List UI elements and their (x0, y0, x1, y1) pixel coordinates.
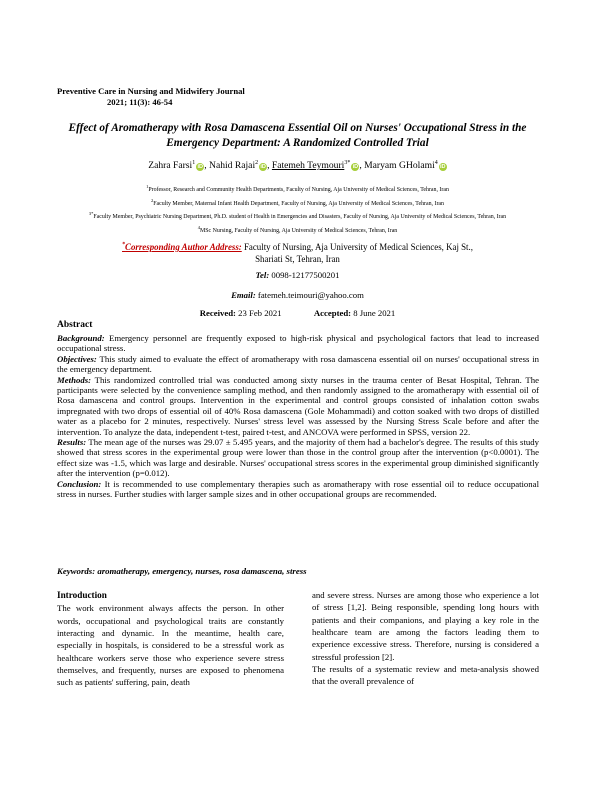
author-name: Nahid Rajai (209, 160, 256, 171)
author-sup: 2 (255, 160, 259, 166)
dates (80, 308, 515, 318)
intro-paragraph: The results of a systematic review and meta-analysis showed that the overall prevalence of (312, 664, 539, 687)
email-label: Email: (231, 290, 256, 300)
affiliation: $^1$Professor, Research and Community Health Departments, Faculty of Nursing, Aja University of Medical Sciences, Tehran, Iran (146, 184, 449, 193)
abstract-conclusion: Conclusion: It is recommended to use complementary therapies such as aromatherapy with rose essential oil to reduce occupational stress in nurses. Further studies with larger sample sizes and in other occupational groups are recommended. (57, 478, 540, 500)
keywords-text: aromatherapy, emergency, nurses, rosa damascena, stress (97, 566, 307, 576)
tel-label: Tel: (255, 270, 270, 280)
corresponding-label: *Corresponding Author Address: (122, 241, 242, 252)
received-label: Received: (199, 308, 236, 318)
intro-paragraph: The work environment always affects the person. In other words, occupational and psychological traits are constantly interacting and dynamic. In the meantime, health care, especially in hospitals, is considered to be a stressful work as healthcare workers serve those who experience severe stress themselves, and frequently, nurses are exposed to phenomena such as patients' suffering, pain, death (57, 603, 284, 688)
author-list: Zahra Farsi$^1$iD, Nahid Rajai$^2$iD, Fatemeh Teymouri$^{3*}$iD, Maryam GHolami$^4$iD (148, 160, 446, 171)
journal-header (57, 86, 245, 108)
abstract-methods: Methods: This randomized controlled trial was conducted among sixty nurses in the trauma center of Besat Hospital, Tehran. The participants were selected by the convenience sampling method, and then randomly assigned to the aromatherapy with essential oil of Rosa damascena and control groups. Intervention in the experimental and control groups consisted of inhalation cotton swabs impregnated with two drops of essential oil of 40% Rosa damascena (Gole Mohammadi) and cotton soaked with two drops of distilled water as a placebo for 2 minutes, respectively. Nurses' stress level was assessed by the Nursing Stress Scale before and after the intervention. To analyze the data, independent t-test, paired t-test, and ANCOVA were performed in SPSS, version 22. (57, 374, 540, 437)
orcid-icon[interactable]: iD (197, 164, 203, 170)
author-name: Maryam GHolami (364, 160, 435, 171)
intro-heading: Introduction (57, 590, 107, 600)
author-sup: 3* (344, 160, 351, 166)
address-line: Shariati St, Tehran, Iran (255, 254, 340, 265)
journal-volume: 2021; 11(3): 46-54 (107, 97, 173, 107)
intro-column-left (57, 589, 284, 689)
author-name: Zahra Farsi (148, 160, 193, 171)
keywords (57, 566, 307, 576)
abstract-results: Results: The mean age of the nurses was 29.07 ± 5.495 years, and the majority of them had a bachelor's degree. The results of this study showed that stress scores in the experimental group were lower than those in the control group after the intervention (p<0.0001). The effect size was -1.5, which was large and desirable. Nurses' occupational stress scores in the experimental group diminished significantly after the intervention (p=0.012). (57, 437, 540, 479)
author-sup: 1 (192, 160, 196, 166)
orcid-icon[interactable]: iD (352, 164, 359, 170)
abstract-background: Background: Emergency personnel are frequently exposed to high-risk physical and psychological factors that lead to increased occupational stress. (57, 333, 540, 354)
orcid-icon[interactable]: iD (439, 164, 446, 170)
affiliations (80, 182, 515, 236)
orcid-icon[interactable]: iD (260, 164, 266, 170)
accepted-label: Accepted: (313, 308, 352, 318)
intro-paragraph: and severe stress. Nurses are among those who experience a lot of stress [1,2]. Being responsible, spending long hours with patients and their companions, and playing a key role in the healthcare team are among the factors leading them to experience excessive stress. Therefore, nursing is considered a stressful profession [2]. (312, 590, 539, 662)
tel-value: 0098-12177500201 (271, 270, 340, 280)
corresponding-address (80, 239, 515, 266)
abstract-heading: Abstract (57, 320, 93, 330)
address-line: Faculty of Nursing, Aja University of Medical Sciences, Kaj St., (243, 241, 473, 252)
abstract-body (57, 333, 539, 500)
received-date: 23 Feb 2021 (238, 308, 282, 318)
affiliation: $^2$Faculty Member, Maternal Infant Health Department, Faculty of Nursing, Aja University of Medical Sciences, Tehran, Iran (151, 197, 444, 207)
telephone (80, 270, 515, 280)
affiliation: $^4$MSc Nursing, Faculty of Nursing, Aja University of Medical Sciences, Tehran, Iran (197, 224, 398, 234)
email-value[interactable]: fatemeh.teimouri@yahoo.com (257, 290, 364, 300)
author-name: Fatemeh Teymouri (271, 160, 345, 171)
accepted-date: 8 June 2021 (353, 308, 396, 318)
email (80, 290, 515, 300)
author-sup: 4 (434, 160, 438, 166)
journal-name: Preventive Care in Nursing and Midwifery Journal (57, 86, 245, 96)
intro-column-right (312, 589, 539, 688)
keywords-label: Keywords: (57, 566, 96, 576)
paper-title: Effect of Aromatherapy with Rosa Damascena Essential Oil on Nurses' Occupational Stress in the Emergency Department: A Randomized Controlled Trial (68, 122, 527, 149)
affiliation: $^{3*}$Faculty Member, Psychiatric Nursing Department, Ph.D. student of Health in Emergencies and Disasters, Faculty of Nursing, Aja University of Medical Sciences, Tehran, Iran (88, 211, 507, 220)
abstract-objectives: Objectives: This study aimed to evaluate the effect of aromatherapy with rosa damascena essential oil on nurses' occupational stress in the emergency department. (57, 353, 539, 375)
